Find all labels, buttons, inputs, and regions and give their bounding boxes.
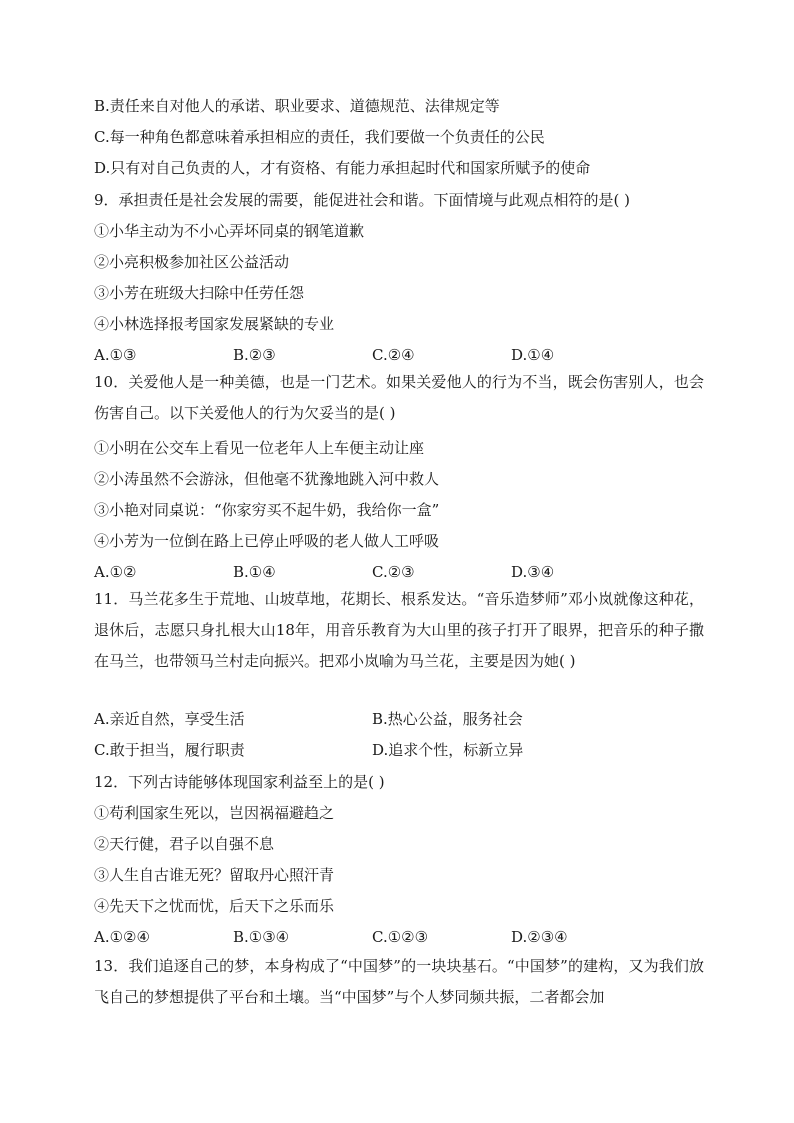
- q9-choice-d: D.①④: [511, 346, 555, 364]
- q10-item-2: ②小涛虽然不会游泳，但他毫不犹豫地跳入河中救人: [94, 470, 440, 488]
- q9-item-3: ③小芳在班级大扫除中任劳任怨: [94, 284, 305, 302]
- q10-choice-b: B.①④: [233, 563, 276, 581]
- q10-choice-a: A.①②: [94, 563, 137, 581]
- q9-stem: 9．承担责任是社会发展的需要，能促进社会和谐。下面情境与此观点相符的是( ): [94, 191, 631, 209]
- q10-item-1: ①小明在公交车上看见一位老年人上车便主动让座: [94, 439, 425, 457]
- q12-choice-b: B.①③④: [233, 928, 290, 946]
- q11-choice-c: C.敢于担当，履行职责: [94, 741, 245, 759]
- q9-choice-c: C.②④: [372, 346, 415, 364]
- q12-choice-c: C.①②③: [372, 928, 429, 946]
- q11-stem: 11．马兰花多生于荒地、山坡草地，花期长、根系发达。“音乐造梦师”邓小岚就像这种花，退休后，志愿只身扎根大山18年，用音乐教育为大山里的孩子打开了眼界，把音乐的种子撒在马兰，也带领马兰村走向振兴。把邓小岚喻为马兰花，主要是因为她( ): [94, 590, 704, 670]
- q8-option-d: D.只有对自己负责的人，才有资格、有能力承担起时代和国家所赋予的使命: [94, 159, 591, 177]
- q10-choice-c: C.②③: [372, 563, 415, 581]
- q12-item-2: ②天行健，君子以自强不息: [94, 835, 275, 853]
- q10-item-3: ③小艳对同桌说：“你家穷买不起牛奶，我给你一盒”: [94, 501, 440, 519]
- q12-stem: 12．下列古诗能够体现国家利益至上的是( ): [94, 773, 385, 791]
- q13-stem: 13．我们追逐自己的梦，本身构成了“中国梦”的一块块基石。“中国梦”的建构，又为我们放飞自己的梦想提供了平台和土壤。当“中国梦”与个人梦同频共振，二者都会加: [94, 957, 704, 1006]
- q12-item-4: ④先天下之忧而忧，后天下之乐而乐: [94, 897, 335, 915]
- q8-option-c: C.每一种角色都意味着承担相应的责任，我们要做一个负责任的公民: [94, 128, 545, 146]
- q11-choice-a: A.亲近自然，享受生活: [94, 710, 245, 728]
- q9-item-4: ④小林选择报考国家发展紧缺的专业: [94, 315, 335, 333]
- q12-item-1: ①苟利国家生死以，岂因祸福避趋之: [94, 804, 335, 822]
- q9-item-2: ②小亮积极参加社区公益活动: [94, 253, 290, 271]
- q11-choice-b: B.热心公益，服务社会: [372, 710, 523, 728]
- q12-choice-a: A.①②④: [94, 928, 150, 946]
- q12-choice-d: D.②③④: [511, 928, 568, 946]
- q12-item-3: ③人生自古谁无死？留取丹心照汗青: [94, 866, 335, 884]
- q10-choice-d: D.③④: [511, 563, 555, 581]
- q9-item-1: ①小华主动为不小心弄坏同桌的钢笔道歉: [94, 222, 365, 240]
- q9-choice-a: A.①③: [94, 346, 137, 364]
- q9-choice-b: B.②③: [233, 346, 276, 364]
- q10-item-4: ④小芳为一位倒在路上已停止呼吸的老人做人工呼吸: [94, 532, 440, 550]
- q11-choice-d: D.追求个性，标新立异: [372, 741, 524, 759]
- q10-stem: 10．关爱他人是一种美德，也是一门艺术。如果关爱他人的行为不当，既会伤害别人，也会伤害自己。以下关爱他人的行为欠妥当的是( ): [94, 373, 704, 422]
- q8-option-b: B.责任来自对他人的承诺、职业要求、道德规范、法律规定等: [94, 97, 500, 115]
